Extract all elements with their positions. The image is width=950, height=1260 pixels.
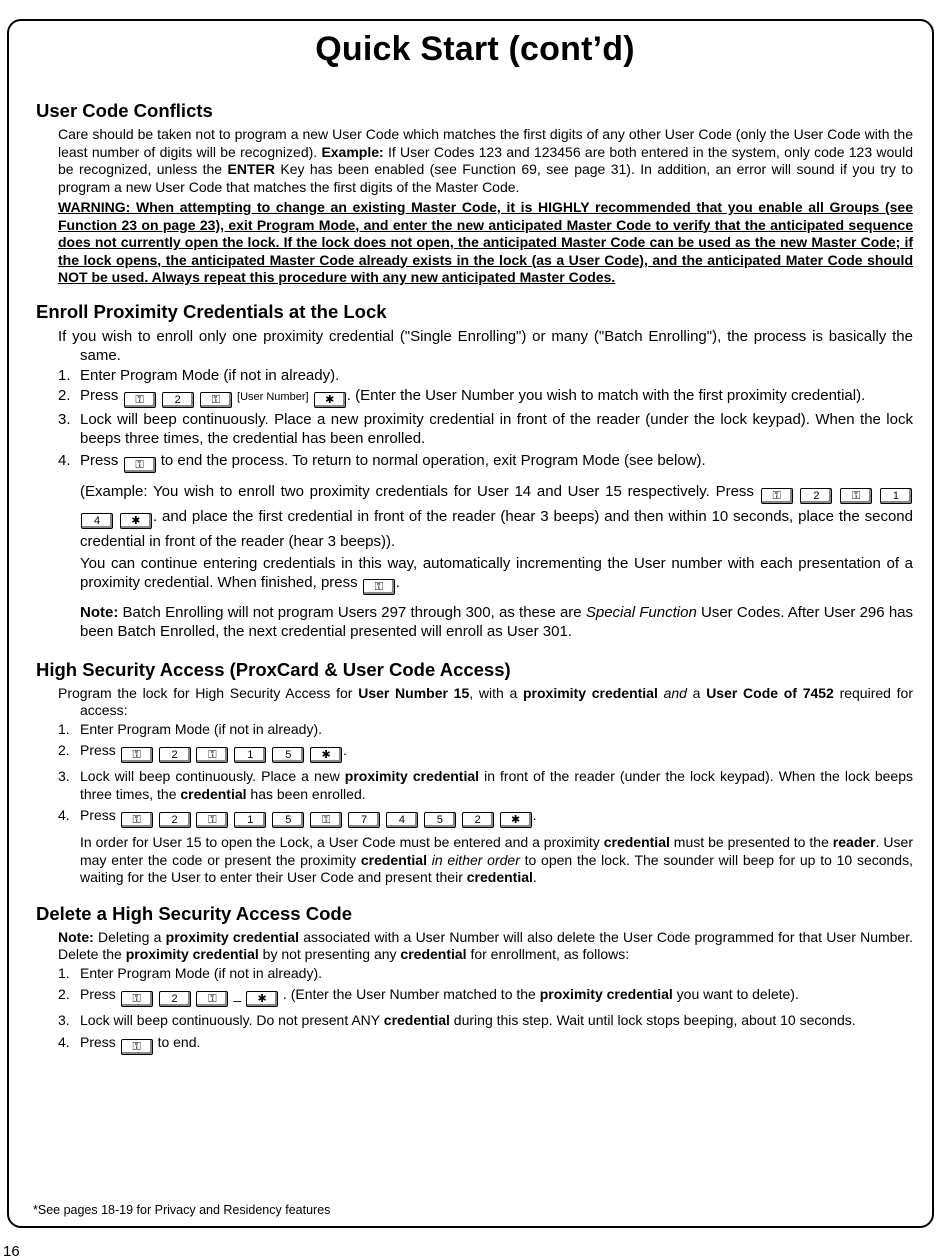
program-key-icon: ⚿	[310, 812, 342, 828]
section-heading: Enroll Proximity Credentials at the Lock	[36, 300, 387, 322]
step-number: 4.	[58, 1033, 70, 1050]
section-enroll-proximity	[36, 301, 913, 641]
step-number: 1.	[58, 720, 70, 737]
program-key-icon: ⚿	[196, 812, 228, 828]
text-bold: credential	[400, 946, 467, 962]
steps-list	[58, 366, 913, 473]
list-item: 2. Press ⚿ 2 ⚿ _ ✱ . (Enter the User Number matched to the proximity credential you want to delete).	[58, 983, 913, 1007]
key-2-icon: 2	[800, 488, 832, 504]
program-key-icon: ⚿	[121, 991, 153, 1007]
page-title: Quick Start (cont’d)	[315, 30, 635, 68]
step-text: Press	[80, 807, 116, 823]
program-key-icon: ⚿	[124, 457, 156, 473]
program-key-icon: ⚿	[200, 392, 232, 408]
section-heading: High Security Access (ProxCard & User Code Access)	[36, 658, 511, 680]
text-bold: credential	[180, 785, 247, 802]
key-2-icon: 2	[159, 812, 191, 828]
step-text: Press	[80, 742, 116, 758]
text-bold: proximity credential	[522, 684, 658, 701]
program-key-icon: ⚿	[121, 812, 153, 828]
key-5-icon: 5	[272, 812, 304, 828]
program-key-icon: ⚿	[121, 747, 153, 763]
step-number: 3.	[58, 410, 71, 428]
text: In order for User 15 to open the Lock, a User Code must be entered and a proximity	[80, 834, 604, 850]
step-number: 1.	[58, 964, 70, 981]
step-text: Press	[80, 386, 119, 404]
step-text: Lock will beep continuously. Place a new proximity credential in front of the reader (under the lock keypad). When the lock beeps three times, the credential has been enrolled.	[80, 410, 913, 447]
text: . (Enter the User Number matched to the	[279, 986, 540, 1002]
text: . User may enter the code or present the proximity	[80, 834, 913, 868]
text-bold: ENTER	[227, 161, 275, 177]
text-bold: User Code of 7452	[706, 684, 834, 701]
program-key-icon: ⚿	[196, 747, 228, 763]
text: . and place the first credential in front of the reader (hear 3 beeps) and then within 10 seconds, place the second credential in front of the reader (hear 3 beeps)).	[80, 507, 913, 550]
list-item	[58, 965, 913, 983]
text: Lock will beep continuously. Do not present ANY	[80, 1012, 384, 1028]
list-item: 4. Press ⚿ 2 ⚿ 1 5 ⚿ 7 4 5 2 ✱ .	[58, 804, 913, 828]
text-bold: credential	[360, 851, 427, 868]
text-italic: and	[663, 684, 687, 701]
text: Batch Enrolling will not program Users 297 through 300, as these are	[118, 603, 586, 621]
note-label: Note:	[80, 603, 119, 621]
text-bold: proximity credential	[165, 928, 300, 945]
note-label: Note:	[58, 928, 94, 945]
text: Deleting a	[93, 928, 166, 945]
text: You can continue entering credentials in this way, automatically incrementing the User number with each presentation of a proximity credential. When finished, press	[80, 554, 913, 591]
list-item: 2. Press ⚿ 2 ⚿ 1 5 ✱ .	[58, 739, 913, 763]
key-1-icon: 1	[234, 747, 266, 763]
list-item	[58, 366, 913, 385]
star-key-icon: ✱	[246, 991, 278, 1007]
list-item	[58, 721, 913, 739]
step-text: Press	[80, 986, 116, 1002]
star-key-icon: ✱	[314, 392, 346, 408]
step-number: 1.	[58, 366, 71, 384]
star-key-icon: ✱	[310, 747, 342, 763]
text-bold: reader	[832, 834, 876, 850]
section-heading: User Code Conflicts	[36, 100, 213, 121]
text: associated with a User Number will also delete the User Code programmed for that User Number. Delete the	[58, 928, 913, 962]
section-delete-code	[36, 903, 913, 1055]
section-high-security	[36, 659, 913, 887]
text-bold: proximity credential	[539, 986, 673, 1002]
step-number: 4.	[58, 451, 71, 469]
text-bold: credential	[603, 834, 670, 850]
key-4-icon: 4	[386, 812, 418, 828]
text: , with a	[469, 684, 523, 701]
step-text: to end.	[157, 1033, 201, 1050]
step-text: to end the process. To return to normal operation, exit Program Mode (see below).	[160, 451, 706, 469]
key-1-icon: 1	[234, 812, 266, 828]
text: a	[686, 684, 707, 701]
page-number: 16	[3, 1243, 20, 1260]
paragraph: If you wish to enroll only one proximity credential ("Single Enrolling") or many ("Batch Enrolling"), the process is basically the same.	[58, 327, 913, 364]
text: If User Codes 123 and 123456 are both entered in the system, only code 123 would be recognized, unless the	[58, 143, 913, 177]
text: you want to delete).	[672, 986, 799, 1002]
list-item	[58, 1012, 913, 1030]
paragraph	[80, 834, 913, 887]
section-user-code-conflicts	[36, 100, 913, 287]
example-paragraph	[80, 479, 913, 554]
star-key-icon: ✱	[120, 513, 152, 529]
program-key-icon: ⚿	[124, 392, 156, 408]
text: by not presenting any	[258, 946, 401, 962]
text: has been enrolled.	[246, 785, 366, 802]
note-paragraph	[80, 603, 913, 641]
note-paragraph	[58, 929, 913, 964]
key-2-icon: 2	[462, 812, 494, 828]
step-text: . (Enter the User Number you wish to match with the first proximity credential).	[346, 386, 866, 404]
program-key-icon: ⚿	[196, 991, 228, 1007]
warning-paragraph: WARNING: When attempting to change an existing Master Code, it is HIGHLY recommended that you enable all Groups (see Function 23 on page 23), exit Program Mode, and enter the new anticipated Master Code to verify that the anticipated sequence does not currently open the lock. If the lock does not open, the anticipated Master Code can be used as the new Master Code; if the lock opens, the anticipated Master Code already exists in the lock (as a User Code), and the anticipated Mater Code should NOT be used. Always repeat this procedure with any new anticipated Master Codes.	[58, 199, 913, 285]
text: Care should be taken not to program a new User Code which matches the first digits of any other User Code (only the User Code with the least number of digits will be recognized).	[58, 126, 913, 160]
program-key-icon: ⚿	[840, 488, 872, 504]
step-number: 2.	[58, 386, 71, 404]
page-content	[36, 100, 913, 1069]
text: User Codes. After User 296 has been Batch Enrolled, the next credential presented will enroll as User 301.	[80, 603, 914, 640]
list-item	[58, 768, 913, 803]
text-bold: credential	[383, 1012, 450, 1028]
program-key-icon: ⚿	[761, 488, 793, 504]
text: during this step. Wait until lock stops beeping, about 10 seconds.	[449, 1012, 856, 1028]
step-number: 3.	[58, 768, 70, 784]
footnote: *See pages 18-19 for Privacy and Residency features	[33, 1203, 331, 1217]
list-item	[58, 451, 913, 473]
steps-list	[58, 965, 913, 1055]
text: required for access:	[80, 684, 913, 718]
program-key-icon: ⚿	[121, 1039, 153, 1055]
list-item	[58, 1031, 913, 1055]
key-2-icon: 2	[159, 747, 191, 763]
text-bold: Example:	[321, 143, 384, 160]
text: Program the lock for High Security Access for	[58, 684, 359, 701]
text-italic: in either order	[431, 851, 520, 868]
step-text: Press	[80, 451, 119, 469]
text: to open the lock. The sounder will beep for up to 10 seconds, waiting for the User to enter their User Code and present their	[80, 851, 913, 885]
list-item	[58, 410, 913, 448]
step-number: 2.	[58, 742, 70, 758]
text-bold: credential	[466, 869, 533, 885]
key-5-icon: 5	[272, 747, 304, 763]
text: for enrollment, as follows:	[466, 946, 630, 962]
text: (Example: You wish to enroll two proximity credentials for User 14 and User 15 respectively. Press	[80, 482, 754, 500]
paragraph: You can continue entering credentials in this way, automatically incrementing the User number with each presentation of a proximity credential. When finished, press ⚿ .	[80, 554, 913, 593]
text: must be presented to the	[669, 834, 833, 850]
step-text: Enter Program Mode (if not in already).	[80, 720, 322, 737]
step-number: 2.	[58, 986, 70, 1002]
text-bold: proximity credential	[344, 768, 480, 784]
star-key-icon: ✱	[500, 812, 532, 828]
placeholder-text: [User Number]	[237, 390, 309, 403]
steps-list	[58, 721, 913, 829]
paragraph	[58, 685, 913, 720]
step-text: Press	[80, 1033, 116, 1050]
text-bold: proximity credential	[125, 946, 259, 962]
key-4-icon: 4	[81, 513, 113, 529]
paragraph	[58, 126, 913, 196]
section-heading: Delete a High Security Access Code	[36, 902, 352, 924]
text: .	[532, 869, 537, 885]
step-number: 4.	[58, 807, 70, 823]
key-2-icon: 2	[159, 991, 191, 1007]
text-bold: User Number 15	[358, 684, 470, 701]
text: in front of the reader (under the lock keypad). When the lock beeps three times, the	[80, 768, 913, 802]
text: Lock will beep continuously. Place a new	[80, 768, 345, 784]
step-text: Enter Program Mode (if not in already).	[80, 964, 322, 981]
step-text: Enter Program Mode (if not in already).	[80, 366, 340, 384]
text-italic: Special Function	[585, 603, 697, 621]
key-5-icon: 5	[424, 812, 456, 828]
key-1-icon: 1	[880, 488, 912, 504]
step-number: 3.	[58, 1012, 70, 1028]
list-item	[58, 384, 913, 409]
key-7-icon: 7	[348, 812, 380, 828]
text: Key has been enabled (see Function 69, see page 31). In addition, an error will sound if you try to program a new User Code that matches the first digits of the Master Code.	[58, 161, 913, 195]
key-2-icon: 2	[162, 392, 194, 408]
program-key-icon: ⚿	[363, 579, 395, 595]
